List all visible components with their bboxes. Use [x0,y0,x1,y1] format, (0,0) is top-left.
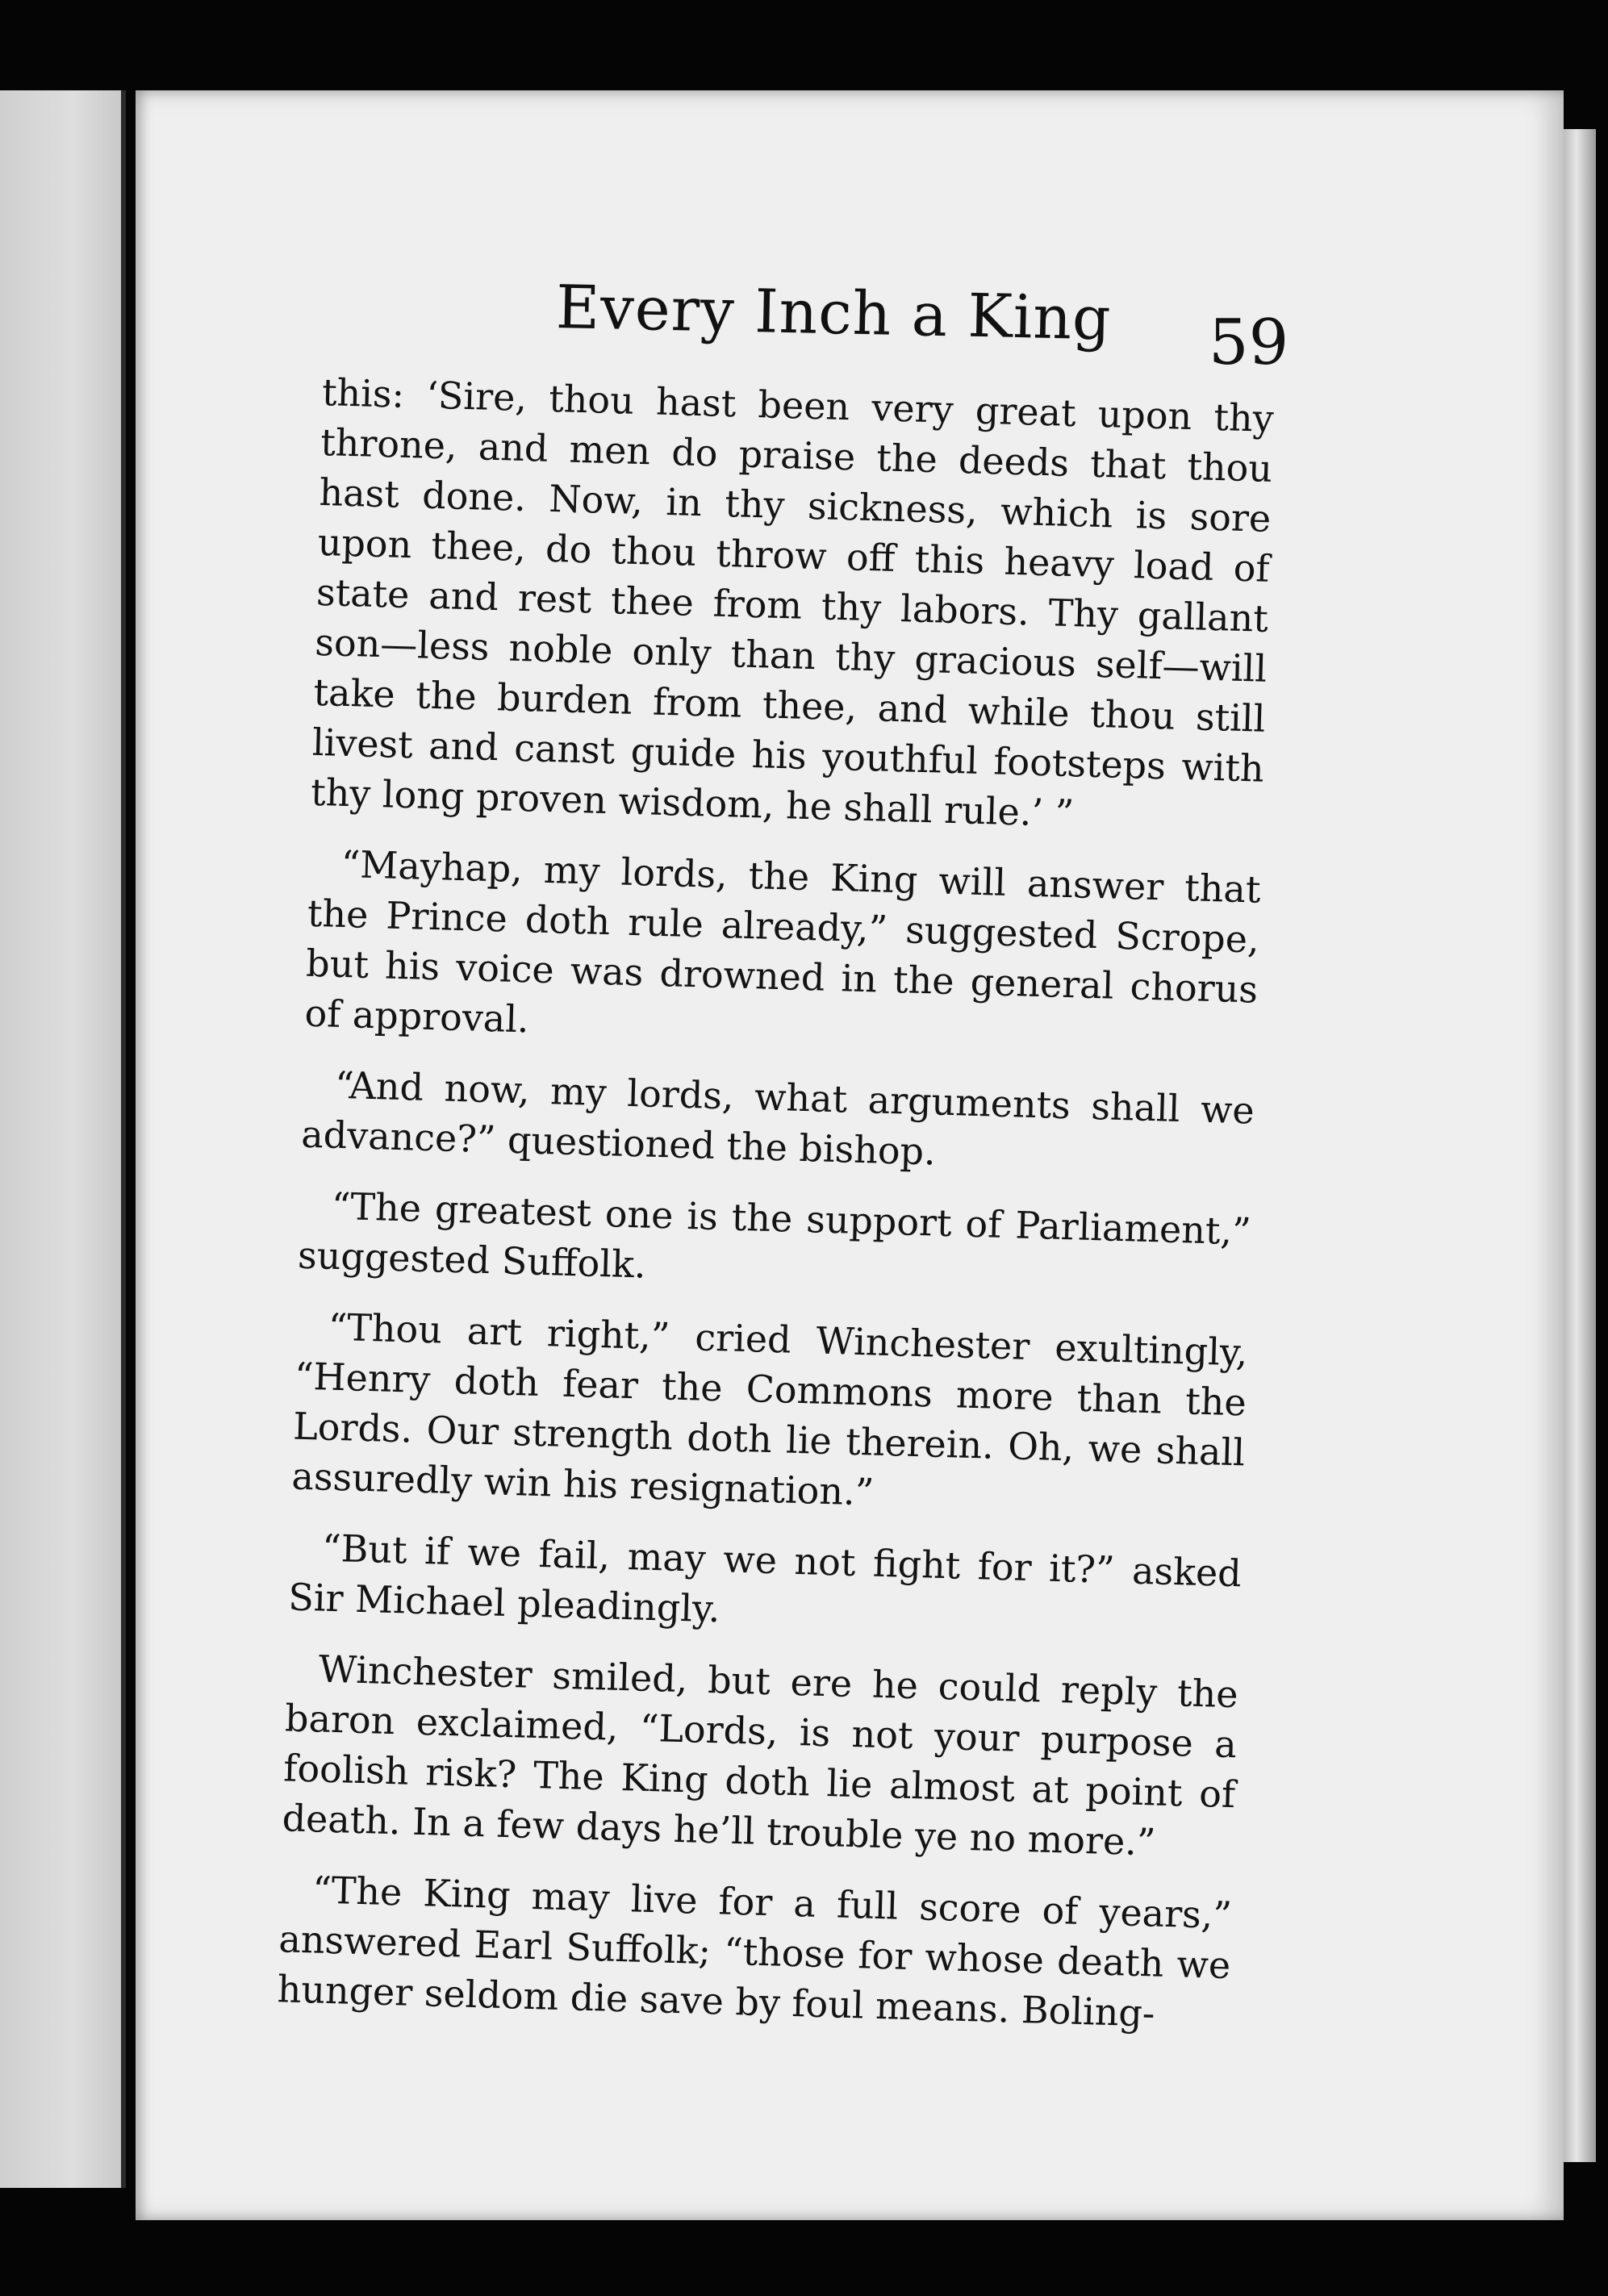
page-number: 59 [1209,307,1289,379]
body-text [276,367,1274,2061]
page-stack-edge [1564,129,1596,2162]
paragraph: “Mayhap, my lords, the King will answer that the Prince doth rule already,” suggested Scrope, but his voice was drowned in the general chorus of approval. [303,841,1262,1042]
paragraph: “The King may live for a full score of years,” answered Earl Suffolk; “those for whose death we hunger seldom die save by foul means. Boling- [277,1868,1233,2035]
paragraph: “And now, my lords, what arguments shall we advance?” questioned the bishop. [300,1062,1255,1174]
paragraph: “The greatest one is the support of Parliament,” suggested Suffolk. [297,1183,1252,1287]
paragraph: “Thou art right,” cried Winchester exultingly, “Henry doth fear the Commons more than the Lords. Our strength doth lie therein. Oh, we shall assuredly win his resignation.” [290,1305,1249,1514]
paragraph: “But if we fail, may we not fight for it?” asked Sir Michael pleadingly. [287,1526,1243,1631]
paragraph: Winchester smiled, but ere he could reply the baron exclaimed, “Lords, is not your purpose a foolish risk? The King doth lie almost at point of death. In a few days he’ll trouble ye no more.” [282,1647,1239,1864]
paragraph: this: ‘Sire, thou hast been very great upon thy throne, and men do praise the deeds that thou hast done. Now, in thy sickness, which is sore upon thee, do thou throw off this heavy load of state and rest thee from thy labors. Thy gallant son—less noble only than thy gracious self—will take the burden from thee, and while thou still livest and canst guide his youthful footsteps with thy long proven wisdom, he shall rule.’ ” [310,369,1275,836]
running-head-title: Every Inch a King [555,273,1113,354]
previous-page-edge [0,90,126,2188]
